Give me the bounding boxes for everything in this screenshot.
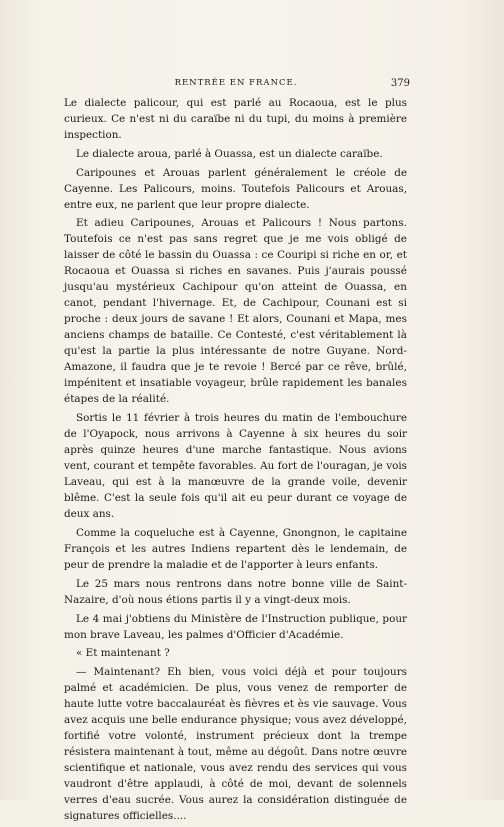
- paragraph-quote: « Et maintenant ?: [76, 647, 170, 660]
- page-number: 379: [390, 78, 410, 89]
- paragraph-aroua-dialect: Le dialecte aroua, parlé à Ouassa, est un dialecte caraïbe.: [76, 147, 383, 160]
- paragraph-palicour-dialect: Le dialecte palicour, qui est parlé au Rocaoua, est le plus curieux. Ce n'est ni du caraïbe ni du tupi, du moins à première inspection.: [64, 97, 407, 141]
- paragraph-return-date: Le 25 mars nous rentrons dans notre bonne ville de Saint-Nazaire, d'où nous étions partis il y a vingt-deux mois.: [64, 577, 407, 606]
- paragraph-reply: — Maintenant? Eh bien, vous voici déjà et pour toujours palmé et académicien. De plus, vous venez de remporter de haute lutte votre baccalauréat ès fièvres et ès vie sauvage. Vous avez acquis une belle endurance physique; vous avez développé, fortifié votre volonté, instrument précieux dont la trempe résistera maintenant à tout, même au dégoût. Dans notre œuvre scientifique et nationale, vous avez rendu des services qui vous vaudront d'être applaudi, à côté de moi, devant de solennels verres d'eau sucrée. Vous aurez la considération distinguée de signatures officielles....: [64, 666, 407, 823]
- page-header: [64, 78, 408, 92]
- paragraph-farewell: Et adieu Caripounes, Arouas et Palicours ! Nous partons. Toutefois ce n'est pas sans regret que je me vois obligé de laisser de côté le bassin du Ouassa : ce Couripi si riche en or, et Rocaoua et Ouassa si riches en savanes. Puis j'aurais poussé jusqu'au mystérieux Cachipour qu'on atteint de Ouassa, en canot, pendant l'hivernage. Et, de Cachipour, Counani est si proche : deux jours de savane ! Et alors, Counani et Mapa, mes anciens champs de bataille. Ce Contesté, c'est véritablement là qu'est la partie la plus intéressante de notre Guyane. Nord-Amazone, il faudra que je te revoie ! Bercé par ce rêve, brûlé, impénitent et insatiable voyageur, brûle rapidement les banales étapes de la réalité.: [64, 217, 407, 406]
- paragraph-academic-palms: Le 4 mai j'obtiens du Ministère de l'Instruction publique, pour mon brave Laveau, les palmes d'Officier d'Académie.: [64, 612, 407, 641]
- running-title: RENTRÉE EN FRANCE.: [174, 78, 298, 88]
- body-text: [64, 95, 407, 827]
- paragraph-whooping-cough: Comme la coqueluche est à Cayenne, Gnongnon, le capitaine François et les autres Indiens repartent dès le lendemain, de peur de prendre la maladie et de l'apporter à leurs enfants.: [64, 526, 407, 571]
- paragraph-creole: Caripounes et Arouas parlent généralement le créole de Cayenne. Les Palicours, moins. Toutefois Palicours et Arouas, entre eux, ne parlent que leur propre dialecte.: [64, 166, 407, 211]
- paragraph-departure: Sortis le 11 février à trois heures du matin de l'embouchure de l'Oyapock, nous arrivons à Cayenne à six heures du soir après quinze heures d'une marche fantastique. Nous avions vent, courant et tempête favorables. Au fort de l'ouragan, je vois Laveau, qui est à la manœuvre de la grande voile, devenir blême. C'est la seule fois qu'il ait eu peur durant ce voyage de deux ans.: [64, 412, 407, 521]
